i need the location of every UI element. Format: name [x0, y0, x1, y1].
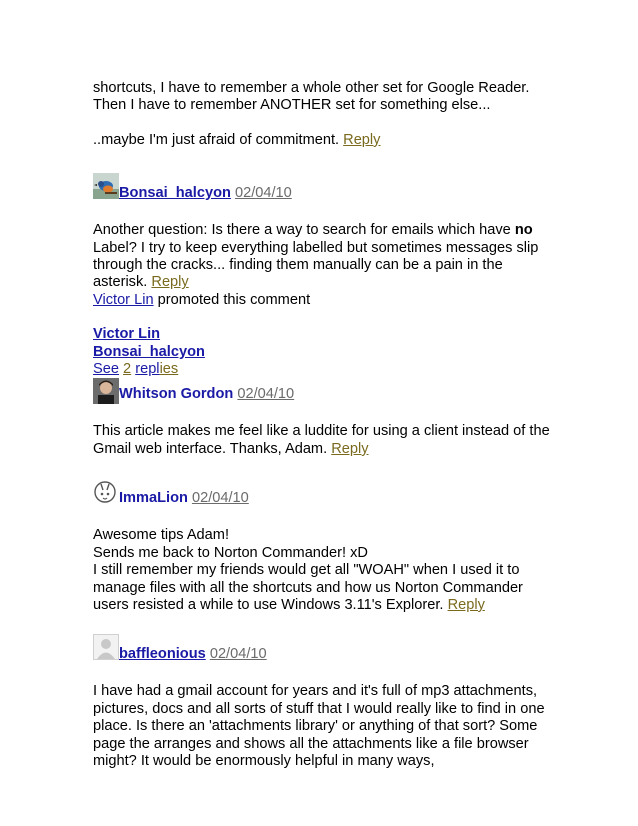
promoted-line	[93, 292, 553, 309]
username-link[interactable]: Whitson Gordon	[119, 386, 234, 403]
comment-thread	[93, 80, 553, 770]
comment-meta	[93, 378, 553, 406]
replies-link-a[interactable]: repl	[135, 361, 160, 378]
comment-text-part: Label? I try to keep everything labelled but sometimes messages slip through the cracks... finding them manually can be a pain in the asterisk.	[93, 239, 539, 291]
see-replies	[93, 361, 553, 378]
avatar-default-icon	[93, 634, 119, 660]
date-link[interactable]: 02/04/10	[234, 185, 292, 202]
avatar-bird-icon	[93, 173, 119, 199]
comment	[93, 173, 553, 378]
participant-link[interactable]: Bonsai_halcyon	[93, 343, 205, 360]
avatar-photo-icon	[93, 378, 119, 404]
comment-byline	[119, 490, 249, 507]
comment-text: I have had a gmail account for years and it's full of mp3 attachments, pictures, docs and all sorts of stuff that I would really like to find in one place. Is there an 'attachments library' or anything of that sort? Some page the arranges and shows all the attachments like a file browser might? It would be enormously helpful in many ways,	[93, 683, 545, 769]
date-link[interactable]: 02/04/10	[237, 386, 295, 403]
participant	[93, 326, 553, 343]
reply-link[interactable]: Reply	[447, 596, 485, 613]
comment-text-bold: no	[514, 222, 533, 239]
participant	[93, 344, 553, 361]
reply-count-link[interactable]: 2	[123, 361, 132, 378]
comment-text-line: Awesome tips Adam!	[93, 527, 230, 544]
comment-text	[93, 562, 553, 614]
date-link[interactable]: 02/04/10	[191, 490, 249, 507]
comment	[93, 634, 553, 770]
reply-link[interactable]: Reply	[151, 274, 189, 291]
see-replies-label[interactable]: See	[93, 361, 119, 378]
comment-continued	[93, 80, 553, 149]
reply-link[interactable]: Reply	[343, 131, 381, 148]
comment-byline	[119, 386, 294, 403]
comment-byline	[119, 185, 292, 202]
comment	[93, 478, 553, 614]
promoted-text: promoted this comment	[153, 291, 311, 308]
comment-text-part: Another question: Is there a way to search for emails which have	[93, 222, 515, 239]
comment-meta	[93, 634, 553, 666]
date-link[interactable]: 02/04/10	[209, 646, 267, 663]
comment-text-line	[93, 132, 553, 149]
replies-link-b[interactable]: ies	[159, 361, 179, 378]
comment-text-line: Then I have to remember ANOTHER set for something else...	[93, 97, 491, 114]
comment-meta	[93, 173, 553, 205]
participant-link[interactable]: Victor Lin	[93, 326, 161, 343]
comment-text-part: I still remember my friends would get all "WOAH" when I used it to manage files with all the shortcuts and how us Norton Commander users resisted a while to use Windows 3.11's Explorer.	[93, 562, 523, 613]
username-link[interactable]: ImmaLion	[119, 490, 188, 507]
username-link[interactable]: Bonsai_halcyon	[119, 185, 231, 202]
comment-text	[93, 222, 553, 292]
comment-text: ..maybe I'm just afraid of commitment.	[93, 131, 340, 148]
comment	[93, 378, 553, 458]
reply-link[interactable]: Reply	[331, 440, 369, 457]
username-link[interactable]: baffleonious	[119, 646, 206, 663]
promoter-link[interactable]: Victor Lin	[93, 291, 154, 308]
comment-text-line: Sends me back to Norton Commander! xD	[93, 544, 368, 561]
comment-text-part: This article makes me feel like a luddite for using a client instead of the Gmail web interface. Thanks, Adam.	[93, 423, 550, 457]
comment-text	[93, 423, 553, 458]
comment-meta	[93, 478, 553, 510]
comment-byline	[119, 646, 267, 663]
avatar-bunny-icon	[93, 478, 119, 504]
comment-text-line: shortcuts, I have to remember a whole other set for Google Reader.	[93, 80, 530, 96]
